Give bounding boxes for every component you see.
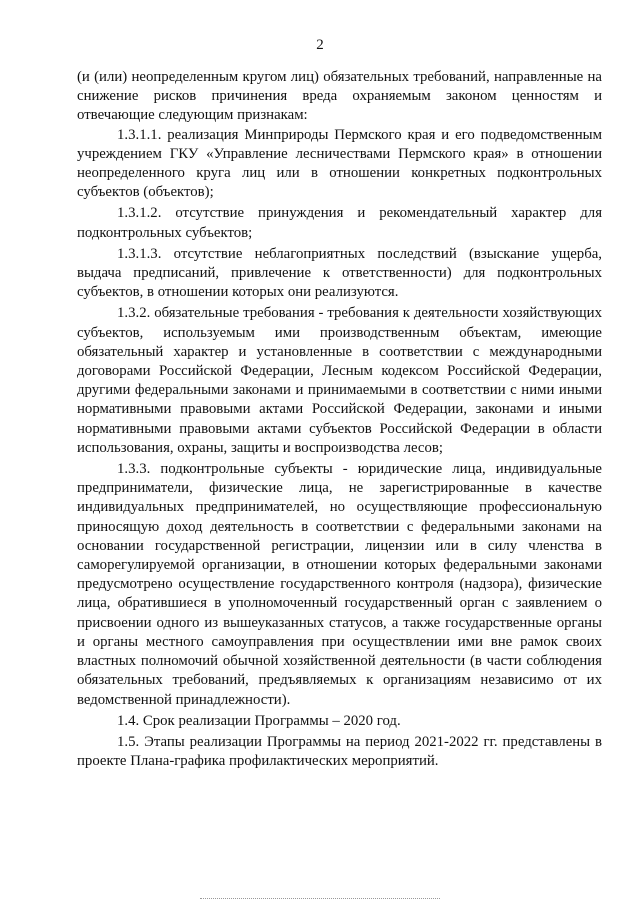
paragraph-intro-continuation: (и (или) неопределенным кругом лиц) обязательных требований, направленные на снижение рисков причинения вреда охраняемым законом ценностям и отвечающие следующим признакам:: [77, 69, 602, 124]
paragraph-1-3-3: 1.3.3. подконтрольные субъекты - юридические лица, индивидуальные предприниматели, физические лица, не зарегистрированные в качестве индивидуальных предпринимателей, но осуществляющие профессиональную приносящую доход деятельность в соответствии с федеральными законами на основании государственной регистрации, лицензии или в силу членства в саморегулируемой организации, в отношении которых федеральными законами предусмотрено осуществление государственного контроля (надзора), физические лица, обратившиеся в уполномоченный государственный орган с заявлением о присвоении одного из вышеуказанных статусов, а также государственные органы и органы местного самоуправления при осуществлении ими вне рамок своих властных полномочий обычной хозяйственной деятельности (в части соблюдения обязательных требований, предъявляемых к организациям независимо от их ведомственной принадлежности).: [77, 461, 602, 708]
paragraph-1-3-1-2: 1.3.1.2. отсутствие принуждения и рекомендательный характер для подконтрольных субъектов;: [77, 205, 602, 241]
paragraph-1-4: 1.4. Срок реализации Программы – 2020 год.: [117, 712, 401, 729]
document-body: [77, 68, 602, 771]
paragraph-1-3-1-1: 1.3.1.1. реализация Минприроды Пермского края и его подведомственным учреждением ГКУ «Управление лесничествами Пермского края» в отношении неопределенного круга лиц или в отношении конкретных подконтрольных субъектов (объектов);: [77, 126, 602, 201]
paragraph-1-3-1-3: 1.3.1.3. отсутствие неблагоприятных последствий (взыскание ущерба, выдача предписаний, привлечение к ответственности) для подконтрольных субъектов, в отношении которых они реализуются.: [77, 245, 602, 301]
page-number: 2: [316, 37, 324, 53]
scan-artifact: [200, 898, 440, 902]
paragraph-1-3-2: 1.3.2. обязательные требования - требования к деятельности хозяйствующих субъектов, используемым ими производственным объектам, имеющие обязательный характер и установленные в соответствии с международными договорами Российской Федерации, Лесным кодексом Российской Федерации, другими федеральными законами и принимаемыми в соответствии с ними иными нормативными правовыми актами Российской Федерации, законами и иными нормативными правовыми актами субъектов Российской Федерации в области использования, охраны, защиты и воспроизводства лесов;: [77, 305, 602, 456]
paragraph-1-5: 1.5. Этапы реализации Программы на период 2021-2022 гг. представлены в проекте Плана-графика профилактических мероприятий.: [77, 733, 602, 770]
